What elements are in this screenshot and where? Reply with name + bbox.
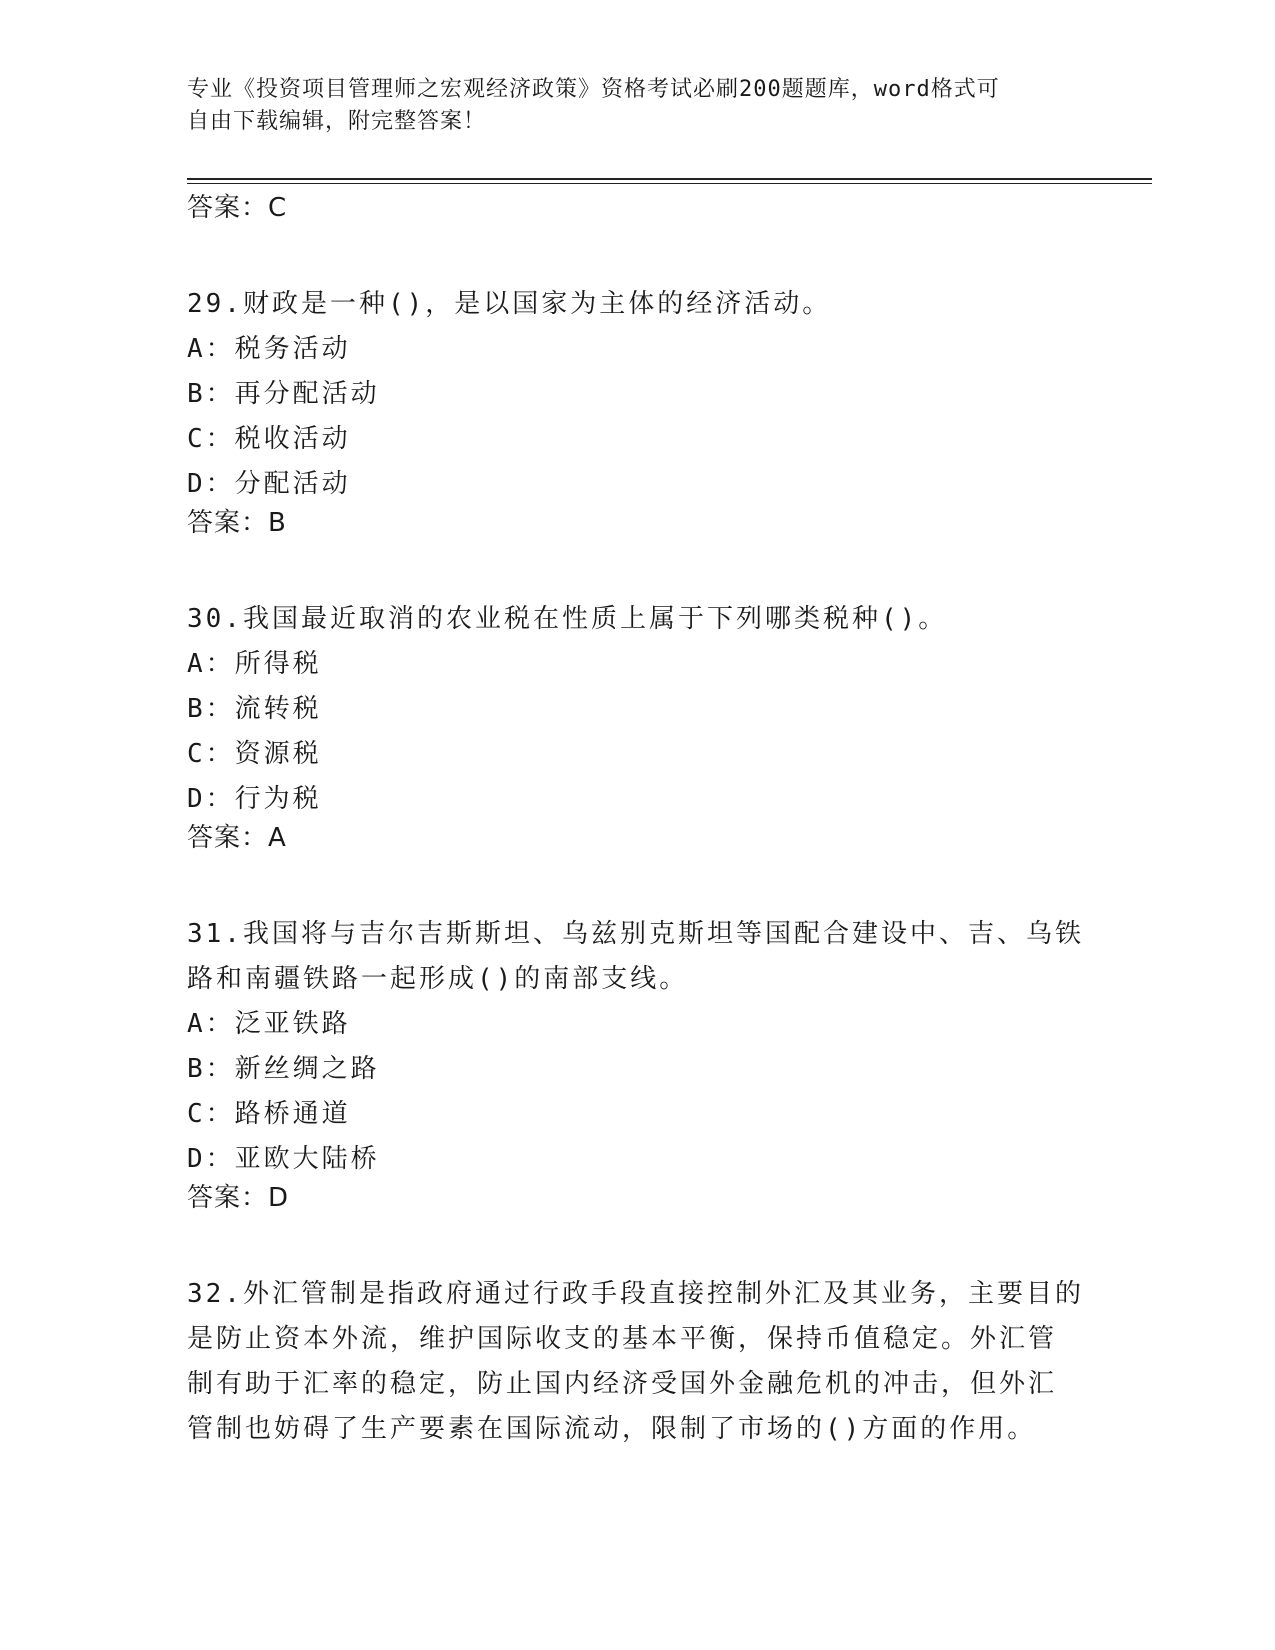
question-list <box>187 192 1087 1452</box>
answer-label: 答案：B <box>187 508 287 538</box>
option-a: A：泛亚铁路 <box>187 1009 351 1039</box>
answer-label: 答案：A <box>187 823 287 853</box>
option-b: B：流转税 <box>187 694 322 724</box>
question-block-31 <box>187 912 1087 1272</box>
answer-label: 答案：D <box>187 1183 290 1213</box>
option-b: B：新丝绸之路 <box>187 1054 380 1084</box>
option-d: D：行为税 <box>187 784 322 814</box>
question-block-29 <box>187 282 1087 597</box>
question-text-line-3: 制有助于汇率的稳定，防止国内经济受国外金融危机的冲击，但外汇 <box>187 1369 1058 1399</box>
option-d: D：分配活动 <box>187 469 351 499</box>
question-text-line-4: 管制也妨碍了生产要素在国际流动，限制了市场的()方面的作用。 <box>187 1414 1037 1444</box>
question-text-line-2: 路和南疆铁路一起形成()的南部支线。 <box>187 964 689 994</box>
option-c: C：资源税 <box>187 739 322 769</box>
option-a: A：所得税 <box>187 649 322 679</box>
answer-label: 答案：C <box>187 193 288 223</box>
header-line-1: 专业《投资项目管理师之宏观经济政策》资格考试必刷200题题库，word格式可 <box>187 77 1000 102</box>
header-line-2: 自由下载编辑，附完整答案！ <box>187 109 487 134</box>
header-divider-thin <box>187 183 1152 184</box>
question-text-line-1: 31.我国将与吉尔吉斯斯坦、乌兹别克斯坦等国配合建设中、吉、乌铁 <box>187 919 1084 949</box>
option-b: B：再分配活动 <box>187 379 380 409</box>
option-d: D：亚欧大陆桥 <box>187 1144 380 1174</box>
option-c: C：路桥通道 <box>187 1099 351 1129</box>
question-text: 29.财政是一种()，是以国家为主体的经济活动。 <box>187 289 832 319</box>
answer-block-28 <box>187 192 1087 282</box>
question-block-30 <box>187 597 1087 912</box>
option-a: A：税务活动 <box>187 334 351 364</box>
question-text-line-1: 32.外汇管制是指政府通过行政手段直接控制外汇及其业务，主要目的 <box>187 1279 1084 1309</box>
option-c: C：税收活动 <box>187 424 351 454</box>
header-divider-thick <box>187 178 1152 180</box>
document-header <box>187 74 1067 138</box>
question-text: 30.我国最近取消的农业税在性质上属于下列哪类税种()。 <box>187 604 948 634</box>
question-text-line-2: 是防止资本外流，维护国际收支的基本平衡，保持币值稳定。外汇管 <box>187 1324 1058 1354</box>
question-block-32 <box>187 1272 1087 1452</box>
